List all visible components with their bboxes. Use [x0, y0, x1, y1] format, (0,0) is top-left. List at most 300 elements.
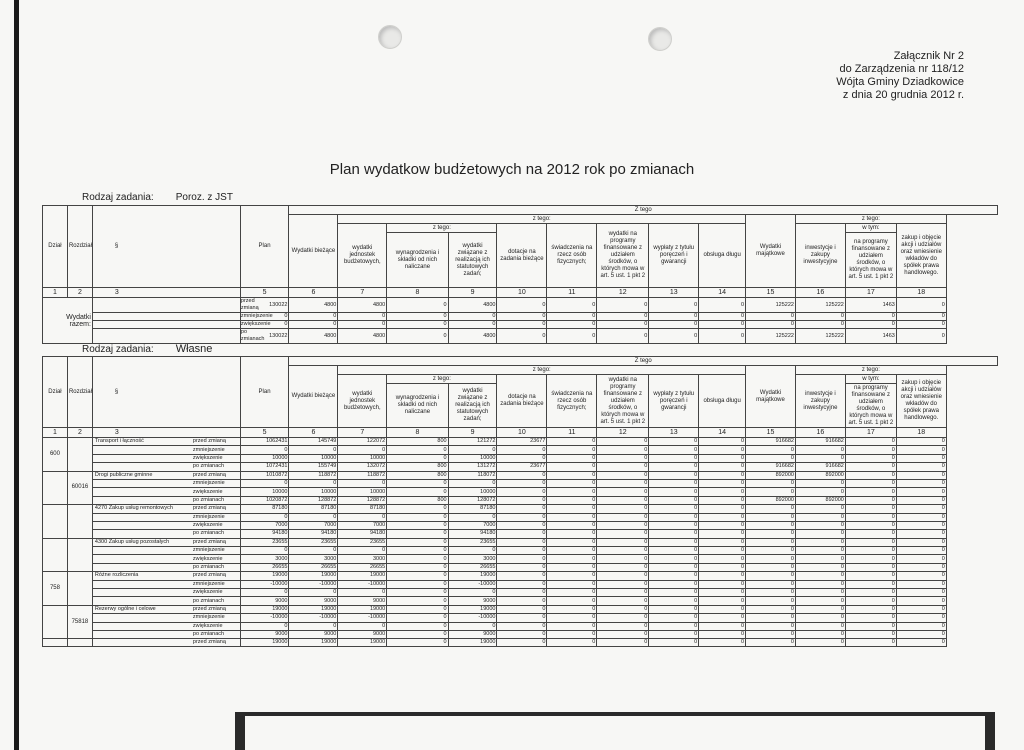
value-cell: 0 [795, 488, 845, 496]
col-zakup: zakup i objęcie akcji i udziałów oraz wniesienie wkładów do spółek prawa handlowego. [896, 375, 946, 428]
row-type: zmniejszenie [192, 614, 225, 621]
col-number: 17 [845, 288, 896, 298]
col-inwestycje: inwestycje i zakupy inwestycyjne [795, 224, 845, 288]
value-cell: 0 [795, 589, 845, 597]
value-cell: 130022 [240, 329, 289, 344]
col-number: 16 [795, 288, 845, 298]
header-line: do Zarządzenia nr 118/12 [839, 63, 964, 75]
value-cell: 0 [289, 589, 338, 597]
budget-table-2 [42, 356, 998, 647]
section-value: Własne [175, 343, 213, 355]
value-cell: 0 [547, 563, 597, 571]
value-cell: 0 [649, 329, 699, 344]
value-cell: 0 [289, 479, 338, 487]
row-type: przed zmianą [92, 298, 240, 313]
col-rozdzial: Rozdział [67, 206, 92, 288]
row-type: zwiększenie [92, 321, 240, 329]
value-cell: 0 [338, 479, 387, 487]
value-cell: 0 [699, 521, 746, 529]
value-cell: 23655 [338, 538, 387, 546]
value-cell: 0 [597, 597, 649, 605]
value-cell: 0 [746, 446, 796, 454]
col-number: 15 [746, 288, 796, 298]
col-number: 13 [649, 428, 699, 438]
value-cell: 131272 [448, 463, 497, 471]
group-name: Drogi publiczne gminne [94, 471, 153, 478]
value-cell: 0 [699, 321, 746, 329]
col-number: 2 [67, 288, 92, 298]
value-cell: 0 [597, 580, 649, 588]
group-rozdzial [67, 572, 92, 606]
value-cell: 0 [795, 454, 845, 462]
value-cell: 0 [597, 521, 649, 529]
col-number: 3 [92, 288, 240, 298]
value-cell: 0 [649, 605, 699, 613]
col-number: 13 [649, 288, 699, 298]
group-dzial: 600 [43, 438, 68, 472]
value-cell: 0 [497, 488, 547, 496]
col-number: 3 [92, 428, 240, 438]
col-swiadczenia: świadczenia na rzecz osób fizycznych; [547, 224, 597, 288]
value-cell: 0 [896, 538, 946, 546]
value-cell: 0 [387, 622, 448, 630]
value-cell: 0 [597, 471, 649, 479]
value-cell: 0 [896, 513, 946, 521]
value-cell: 0 [547, 463, 597, 471]
value-cell: 0 [845, 321, 896, 329]
value-cell: 19000 [338, 572, 387, 580]
value-cell: 0 [795, 630, 845, 638]
value-cell: 0 [387, 513, 448, 521]
value-cell: 0 [746, 605, 796, 613]
value-cell: 0 [845, 639, 896, 647]
value-cell: 0 [795, 572, 845, 580]
value-cell: 0 [746, 589, 796, 597]
budget-table-1 [42, 205, 998, 344]
row-type: zwiększenie [192, 454, 223, 461]
value-cell: 0 [746, 479, 796, 487]
value-cell: 916682 [795, 463, 845, 471]
value-cell: 0 [547, 639, 597, 647]
col-number: 14 [699, 288, 746, 298]
group-name-wrap [95, 505, 191, 512]
value-cell: 10000 [448, 488, 497, 496]
value-cell: 0 [338, 321, 387, 329]
col-wynagrodzenia: wynagrodzenia i składki od nich naliczane [387, 233, 448, 288]
value-cell: 0 [289, 313, 338, 321]
value-cell: 0 [497, 329, 547, 344]
value-cell: 0 [497, 446, 547, 454]
row-type: zwiększenie [192, 622, 223, 629]
value-cell: 0 [746, 488, 796, 496]
value-cell: 0 [845, 555, 896, 563]
value-cell: 0 [795, 580, 845, 588]
value-cell: 0 [795, 313, 845, 321]
value-cell: 0 [240, 513, 289, 521]
value-cell: 0 [896, 505, 946, 513]
row-type: przed zmianą [192, 538, 226, 545]
group-name: Transport i łączność [94, 438, 144, 444]
value-cell: 0 [547, 580, 597, 588]
value-cell: 0 [896, 454, 946, 462]
value-cell: 7000 [448, 521, 497, 529]
scan-bottom-edge [235, 712, 995, 750]
value-cell: 19000 [240, 639, 289, 647]
value-cell: 0 [699, 538, 746, 546]
value-cell: 1010872 [240, 471, 289, 479]
section-label: Rodzaj zadania: [82, 192, 154, 203]
col-number: 9 [448, 288, 497, 298]
value-cell: 0 [649, 530, 699, 538]
value-cell: 0 [387, 630, 448, 638]
value-cell: 0 [795, 321, 845, 329]
value-cell: 0 [547, 605, 597, 613]
value-cell: 0 [795, 538, 845, 546]
group-rozdzial [67, 538, 92, 572]
value-cell: 0 [338, 547, 387, 555]
value-cell: 19000 [240, 572, 289, 580]
col-number: 16 [795, 428, 845, 438]
value-cell: 10000 [338, 488, 387, 496]
value-cell: 892000 [795, 496, 845, 504]
value-cell: 0 [795, 505, 845, 513]
value-cell: 1463 [845, 298, 896, 313]
value-cell: 0 [795, 563, 845, 571]
row-type: zwiększenie [192, 522, 223, 529]
value-cell: 0 [795, 547, 845, 555]
col-wyplaty: wypłaty z tytułu poręczeń i gwarancji [649, 375, 699, 428]
col-w-tym-programy: na programy finansowane z udziałem środków, o których mowa w art. 5 ust. 1 pkt 2 [845, 233, 896, 288]
value-cell: 0 [387, 605, 448, 613]
value-cell: 128072 [448, 496, 497, 504]
value-cell: 0 [845, 630, 896, 638]
value-cell: 1020872 [240, 496, 289, 504]
col-wydatki-jednostek: wydatki jednostek budżetowych, [338, 224, 387, 288]
col-rozdzial: Rozdział [67, 357, 92, 428]
value-cell: 0 [240, 589, 289, 597]
group-name-wrap [95, 438, 191, 445]
value-cell: 916682 [795, 438, 845, 446]
value-cell: 0 [240, 446, 289, 454]
value-cell: 0 [547, 479, 597, 487]
value-cell: 0 [448, 446, 497, 454]
value-cell: 0 [387, 555, 448, 563]
value-cell: 19000 [448, 605, 497, 613]
value-cell: 19000 [240, 605, 289, 613]
value-cell: 0 [896, 605, 946, 613]
value-cell: 0 [547, 488, 597, 496]
group-name: Zakup usług pozostałych [108, 538, 170, 545]
col-wydatki-jednostek: wydatki jednostek budżetowych, [338, 375, 387, 428]
value-cell: 0 [547, 597, 597, 605]
value-cell: 0 [597, 329, 649, 344]
value-cell: 0 [387, 547, 448, 555]
value-cell: 0 [746, 454, 796, 462]
value-cell: 10000 [240, 454, 289, 462]
value-cell: 916682 [746, 438, 796, 446]
value-cell: -10000 [448, 614, 497, 622]
value-cell: 0 [896, 614, 946, 622]
value-cell: 3000 [448, 555, 497, 563]
value-cell: 94180 [240, 530, 289, 538]
value-cell: 0 [699, 614, 746, 622]
value-cell: 0 [547, 614, 597, 622]
value-cell: 0 [387, 580, 448, 588]
value-cell: 0 [338, 446, 387, 454]
value-cell: 0 [746, 313, 796, 321]
value-cell: 19000 [338, 639, 387, 647]
value-cell: 0 [649, 505, 699, 513]
value-cell: 0 [497, 454, 547, 462]
value-cell: 7000 [338, 521, 387, 529]
value-cell: 0 [649, 298, 699, 313]
col-plan: Plan [240, 206, 289, 288]
row-type: zmniejszenie [192, 480, 225, 487]
value-cell: 0 [597, 438, 649, 446]
row-type: zmniejszenie [192, 446, 225, 453]
value-cell: 0 [649, 580, 699, 588]
col-z-tego-jednostek: z tego: [387, 224, 497, 233]
value-cell: 0 [746, 580, 796, 588]
value-cell: 0 [896, 563, 946, 571]
col-wydatki-zwiazane: wydatki związane z realizacją ich statutowych zadań; [448, 233, 497, 288]
value-cell: 0 [497, 563, 547, 571]
value-cell: 0 [597, 446, 649, 454]
col-paragraf: § [92, 357, 240, 428]
row-type: zmniejszenie [92, 313, 240, 321]
value-cell: 0 [795, 614, 845, 622]
value-cell: 0 [387, 538, 448, 546]
razem-label: Wydatki razem: [43, 298, 93, 344]
col-z-tego-majatkowe: z tego: [795, 215, 946, 224]
value-cell: 0 [497, 555, 547, 563]
col-plan: Plan [240, 357, 289, 428]
value-cell: 0 [746, 547, 796, 555]
group-name-wrap [95, 472, 191, 479]
value-cell: 0 [547, 555, 597, 563]
value-cell: 125222 [746, 329, 796, 344]
row-type: zwiększenie [192, 488, 223, 495]
value-cell: 0 [795, 479, 845, 487]
row-type: przed zmianą [192, 438, 226, 445]
col-number: 7 [338, 288, 387, 298]
value-cell: 145749 [289, 438, 338, 446]
col-dotacje: dotacje na zadania bieżące [497, 375, 547, 428]
value-cell: 23677 [497, 438, 547, 446]
value-cell: 10000 [448, 454, 497, 462]
value-cell: 0 [497, 505, 547, 513]
col-dzial: Dział [43, 357, 68, 428]
value-cell: 0 [845, 563, 896, 571]
value-cell: 0 [746, 614, 796, 622]
value-cell: 0 [699, 630, 746, 638]
value-cell: 0 [547, 321, 597, 329]
value-cell: 10000 [338, 454, 387, 462]
value-cell: 0 [845, 614, 896, 622]
row-type: zwiększenie [192, 589, 223, 596]
value-cell: 0 [699, 513, 746, 521]
value-cell: 155749 [289, 463, 338, 471]
value-cell: 0 [448, 321, 497, 329]
value-cell: 1062431 [240, 438, 289, 446]
value-cell: 0 [597, 614, 649, 622]
value-cell: 0 [795, 513, 845, 521]
value-cell: 0 [497, 496, 547, 504]
value-cell: 0 [387, 505, 448, 513]
header-line: Załącznik Nr 2 [893, 50, 964, 62]
value-cell: 0 [699, 313, 746, 321]
value-cell: 128872 [338, 496, 387, 504]
value-cell: 4800 [338, 298, 387, 313]
value-cell: 0 [497, 313, 547, 321]
value-cell: 0 [547, 446, 597, 454]
section-label-2 [82, 343, 212, 355]
row-type: przed zmianą [192, 505, 226, 512]
value-cell: 0 [699, 505, 746, 513]
value-cell: 4800 [448, 298, 497, 313]
value-cell: 0 [746, 530, 796, 538]
value-cell: 0 [699, 471, 746, 479]
value-cell: 23655 [289, 538, 338, 546]
value-cell: 9000 [289, 630, 338, 638]
value-cell: 23655 [240, 538, 289, 546]
value-cell: 0 [289, 622, 338, 630]
value-cell: 7000 [289, 521, 338, 529]
value-cell: 118072 [448, 471, 497, 479]
value-cell: 0 [699, 605, 746, 613]
value-cell: 0 [845, 446, 896, 454]
row-type: zmniejszenie [192, 513, 225, 520]
col-z-tego-main: Z tego [289, 357, 998, 366]
value-cell: 4800 [289, 329, 338, 344]
value-cell: 0 [387, 597, 448, 605]
value-cell: 0 [448, 513, 497, 521]
value-cell: 0 [896, 530, 946, 538]
col-dotacje: dotacje na zadania bieżące [497, 224, 547, 288]
value-cell: 132072 [338, 463, 387, 471]
value-cell: 800 [387, 471, 448, 479]
col-obsluga: obsługa długu [699, 224, 746, 288]
value-cell: 0 [547, 454, 597, 462]
col-number: 5 [240, 288, 289, 298]
value-cell: -10000 [448, 580, 497, 588]
value-cell: 0 [795, 605, 845, 613]
value-cell: 0 [845, 597, 896, 605]
value-cell: 26655 [240, 563, 289, 571]
value-cell: 0 [597, 513, 649, 521]
value-cell: 0 [547, 547, 597, 555]
value-cell: 0 [597, 479, 649, 487]
section-label: Rodzaj zadania: [82, 344, 154, 355]
value-cell: 0 [387, 639, 448, 647]
col-number: 1 [43, 428, 68, 438]
col-number: 11 [547, 288, 597, 298]
value-cell: 0 [597, 463, 649, 471]
row-type: po zmianach [92, 329, 240, 344]
value-cell: 87180 [289, 505, 338, 513]
value-cell: 0 [497, 597, 547, 605]
value-cell: 0 [497, 630, 547, 638]
group-name: Różne rozliczenia [94, 572, 139, 579]
value-cell: 0 [387, 454, 448, 462]
value-cell: 0 [547, 505, 597, 513]
col-number: 2 [67, 428, 92, 438]
value-cell: 0 [746, 639, 796, 647]
value-cell: 0 [699, 454, 746, 462]
value-cell: 19000 [289, 639, 338, 647]
value-cell: 0 [547, 538, 597, 546]
group-paragraf: 4270 [94, 505, 108, 512]
row-type: po zmianach [192, 631, 225, 638]
value-cell: 125222 [746, 298, 796, 313]
value-cell: 0 [497, 538, 547, 546]
value-cell: 10000 [289, 488, 338, 496]
value-cell: 0 [597, 547, 649, 555]
row-type: przed zmianą [92, 639, 240, 647]
value-cell: 23655 [448, 538, 497, 546]
value-cell: 0 [845, 521, 896, 529]
value-cell: 0 [497, 321, 547, 329]
value-cell: 0 [597, 639, 649, 647]
row-type: przed zmianą [192, 606, 226, 612]
value-cell: 0 [448, 622, 497, 630]
value-cell: 0 [448, 313, 497, 321]
value-cell: 0 [699, 547, 746, 555]
value-cell: 19000 [338, 605, 387, 613]
value-cell: 19000 [448, 639, 497, 647]
col-number: 15 [746, 428, 796, 438]
scan-left-edge [14, 0, 19, 750]
value-cell: 0 [896, 589, 946, 597]
value-cell: 0 [338, 313, 387, 321]
header-line: z dnia 20 grudnia 2012 r. [842, 89, 964, 101]
col-swiadczenia: świadczenia na rzecz osób fizycznych; [547, 375, 597, 428]
value-cell: 0 [597, 622, 649, 630]
value-cell: 0 [699, 488, 746, 496]
row-type: zmniejszenie [192, 580, 225, 587]
value-cell: 0 [795, 555, 845, 563]
value-cell: 3000 [240, 555, 289, 563]
value-cell: 0 [547, 513, 597, 521]
row-type: po zmianach [192, 496, 225, 503]
group-dzial [43, 605, 68, 639]
value-cell: 125222 [795, 298, 845, 313]
value-cell: 0 [597, 572, 649, 580]
col-z-tego-biezace: z tego: [338, 215, 746, 224]
value-cell: 0 [387, 479, 448, 487]
value-cell: 0 [699, 496, 746, 504]
col-obsluga: obsługa długu [699, 375, 746, 428]
header-line: Wójta Gminy Dziadkowice [836, 76, 964, 88]
value-cell: 0 [597, 313, 649, 321]
value-cell: 0 [547, 438, 597, 446]
value-cell: 0 [795, 530, 845, 538]
col-paragraf: § [92, 206, 240, 288]
value-cell: 0 [845, 589, 896, 597]
value-cell: 9000 [240, 597, 289, 605]
value-cell: 0 [746, 555, 796, 563]
value-cell: 0 [649, 438, 699, 446]
value-cell: 0 [896, 572, 946, 580]
value-cell: 892000 [795, 471, 845, 479]
col-number: 17 [845, 428, 896, 438]
value-cell: 0 [338, 589, 387, 597]
section-label-1 [82, 192, 233, 203]
value-cell: 0 [896, 463, 946, 471]
value-cell: -10000 [289, 580, 338, 588]
value-cell: 4800 [338, 329, 387, 344]
group-name: Rezerwy ogólne i celowe [94, 605, 156, 612]
